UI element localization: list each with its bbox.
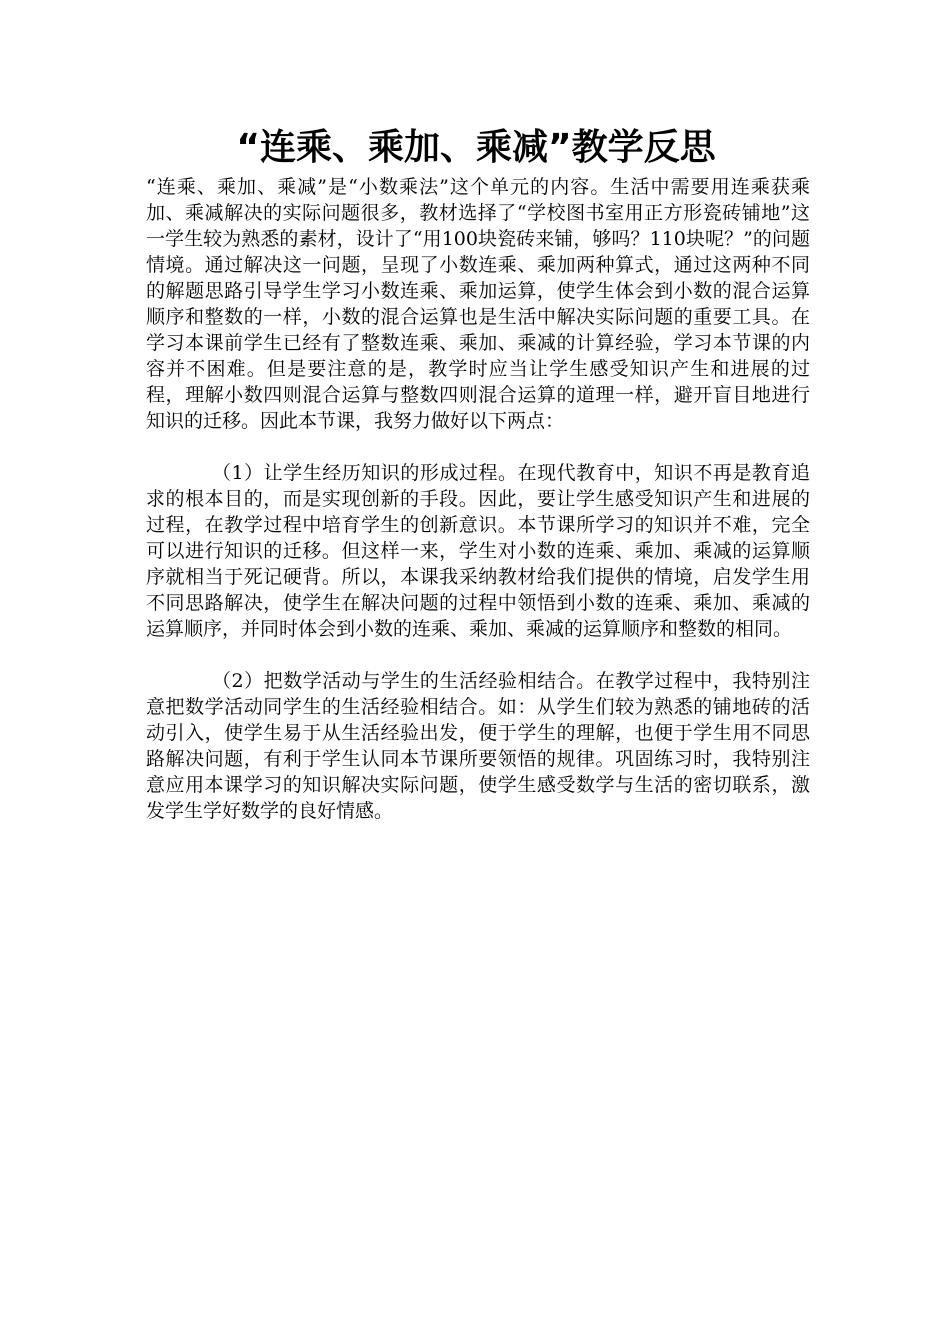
document-title: “连乘、乘加、乘减”教学反思 [236,127,716,168]
paragraph-spacer [146,642,810,668]
paragraph-spacer [146,434,810,460]
paragraph-point-2: （2）把数学活动与学生的生活经验相结合。在教学过程中，我特别注意把数学活动同学生的生活经验相结合。如：从学生们较为熟悉的铺地砖的活动引入，使学生易于从生活经验出发，便于学生的理解，也便于学生用不同思路解决问题，有利于学生认同本节课所要领悟的规律。巩固练习时，我特别注意应用本课学习的知识解决实际问题，使学生感受数学与生活的密切联系，激发学生学好数学的良好情感。 [146,670,810,822]
document-body [146,174,810,824]
paragraph-point-1: （1）让学生经历知识的形成过程。在现代教育中，知识不再是教育追求的根本目的，而是实现创新的手段。因此，要让学生感受知识产生和进展的过程，在教学过程中培育学生的创新意识。本节课所学习的知识并不难，完全可以进行知识的迁移。但这样一来，学生对小数的连乘、乘加、乘减的运算顺序就相当于死记硬背。所以，本课我采纳教材给我们提供的情境，启发学生用不同思路解决，使学生在解决问题的过程中领悟到小数的连乘、乘加、乘减的运算顺序，并同时体会到小数的连乘、乘加、乘减的运算顺序和整数的相同。 [146,462,810,640]
paragraph-intro: “连乘、乘加、乘减”是“小数乘法”这个单元的内容。生活中需要用连乘获乘加、乘减解决的实际问题很多，教材选择了“学校图书室用正方形瓷砖铺地”这一学生较为熟悉的素材，设计了“用100块瓷砖来铺，够吗？110块呢？”的问题情境。通过解决这一问题，呈现了小数连乘、乘加两种算式，通过这两种不同的解题思路引导学生学习小数连乘、乘加运算，使学生体会到小数的混合运算顺序和整数的一样，小数的混合运算也是生活中解决实际问题的重要工具。在学习本课前学生已经有了整数连乘、乘加、乘减的计算经验，学习本节课的内容并不困难。但是要注意的是，教学时应当让学生感受知识产生和进展的过程，理解小数四则混合运算与整数四则混合运算的道理一样，避开盲目地进行知识的迁移。因此本节课，我努力做好以下两点： [146,176,810,432]
